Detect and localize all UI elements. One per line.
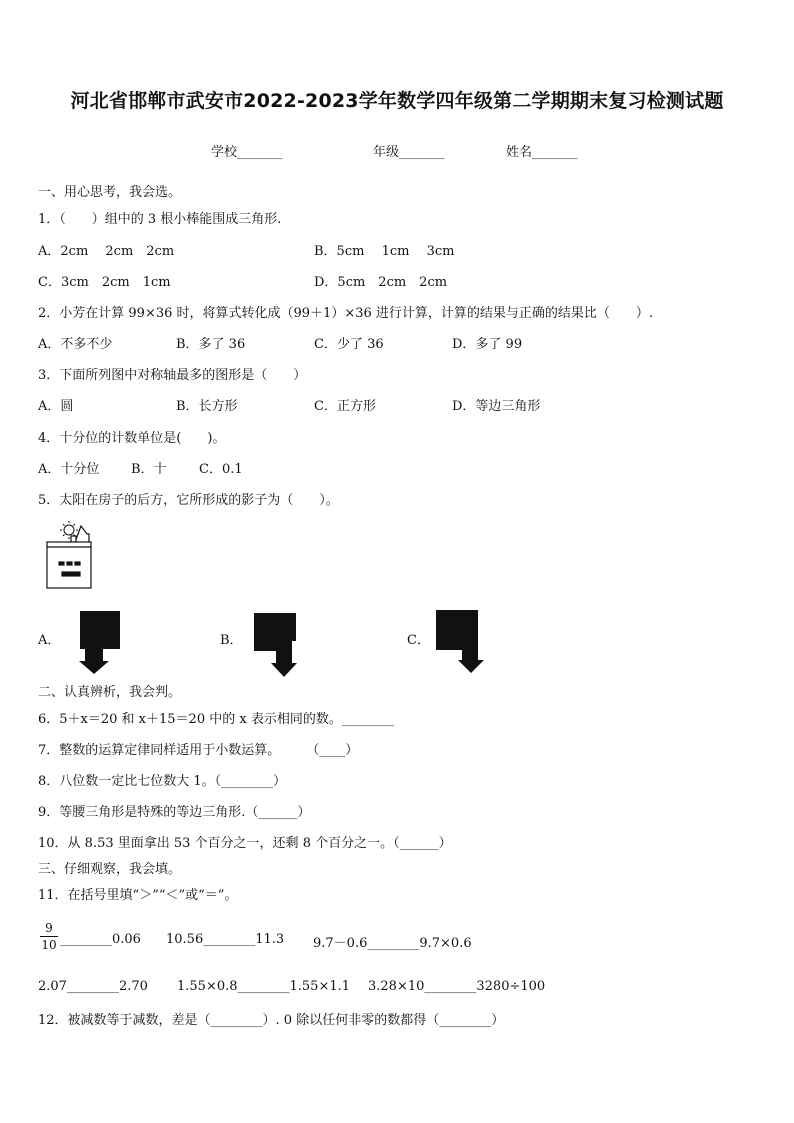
- section-3-heading: 三、仔细观察，我会填。: [38, 862, 182, 877]
- q2-option-c[interactable]: C．少了 36: [314, 337, 384, 352]
- q1-option-a[interactable]: A．2cm 2cm 2cm: [38, 244, 175, 259]
- q2-option-b[interactable]: B．多了 36: [176, 337, 246, 352]
- q11-compare-2a[interactable]: 2.07________2.70: [38, 979, 148, 994]
- question-11-stem: 11．在括号里填“＞”“＜”或“＝”。: [38, 888, 238, 903]
- name-field[interactable]: 姓名_______: [506, 145, 578, 160]
- question-2-stem: 2．小芳在计算 99×36 时，将算式转化成（99＋1）×36 进行计算，计算的结果与正确的结果比（ ）.: [38, 306, 654, 321]
- q4-option-c[interactable]: C．0.1: [199, 462, 243, 477]
- question-6[interactable]: 6．5＋x＝20 和 x＋15＝20 中的 x 表示相同的数。________: [38, 712, 394, 727]
- q4-option-b[interactable]: B．十: [131, 462, 167, 477]
- q3-option-a[interactable]: A．圆: [38, 399, 74, 414]
- section-1-heading: 一、用心思考，我会选。: [38, 185, 182, 200]
- fraction-nine-tenths: [40, 920, 58, 953]
- q11-compare-2c[interactable]: 3.28×10________3280÷100: [368, 979, 546, 994]
- q5-option-a[interactable]: A．: [38, 633, 61, 648]
- q1-option-b[interactable]: B．5cm 1cm 3cm: [314, 244, 455, 259]
- question-5-stem: 5．太阳在房子的后方，它所形成的影子为（ ）。: [38, 493, 339, 508]
- shadow-figure-a[interactable]: [76, 611, 122, 676]
- question-4-stem: 4．十分位的计数单位是( )。: [38, 431, 226, 446]
- q3-option-b[interactable]: B．长方形: [176, 399, 238, 414]
- q1-option-d[interactable]: D．5cm 2cm 2cm: [314, 275, 448, 290]
- shadow-figure-b[interactable]: [252, 613, 302, 679]
- shadow-figure-c[interactable]: [434, 610, 486, 676]
- q4-option-a[interactable]: A．十分位: [38, 462, 100, 477]
- q5-option-c[interactable]: C．: [407, 633, 430, 648]
- question-8[interactable]: 8．八位数一定比七位数大 1。（________）: [38, 774, 287, 789]
- q11-compare-1b[interactable]: 10.56________11.3: [166, 932, 285, 947]
- section-2-heading: 二、认真辨析，我会判。: [38, 685, 182, 700]
- q11-compare-1a[interactable]: ________0.06: [60, 932, 141, 947]
- question-9[interactable]: 9．等腰三角形是特殊的等边三角形.（______）: [38, 805, 311, 820]
- question-1-stem: 1．（ ）组中的 3 根小棒能围成三角形.: [38, 212, 282, 227]
- house-sun-figure: [45, 520, 105, 590]
- q3-option-d[interactable]: D．等边三角形: [452, 399, 541, 414]
- q3-option-c[interactable]: C．正方形: [314, 399, 376, 414]
- q2-option-a[interactable]: A．不多不少: [38, 337, 113, 352]
- fraction-denominator: 10: [41, 938, 57, 952]
- grade-field[interactable]: 年级_______: [373, 145, 445, 160]
- page-title: 河北省邯郸市武安市2022-2023学年数学四年级第二学期期末复习检测试题: [70, 90, 724, 112]
- fraction-numerator: 9: [45, 921, 53, 935]
- q11-compare-2b[interactable]: 1.55×0.8________1.55×1.1: [177, 979, 351, 994]
- q5-option-b[interactable]: B．: [220, 633, 243, 648]
- question-7[interactable]: 7．整数的运算定律同样适用于小数运算。 （____）: [38, 743, 359, 758]
- question-12[interactable]: 12．被减数等于减数，差是（________）. 0 除以任何非零的数都得（________）: [38, 1013, 505, 1028]
- school-field[interactable]: 学校_______: [211, 145, 283, 160]
- q11-compare-1c[interactable]: 9.7－0.6________9.7×0.6: [313, 936, 472, 951]
- question-10[interactable]: 10．从 8.53 里面拿出 53 个百分之一，还剩 8 个百分之一。（______）: [38, 836, 452, 851]
- q2-option-d[interactable]: D．多了 99: [452, 337, 523, 352]
- question-3-stem: 3．下面所列图中对称轴最多的图形是（ ）: [38, 368, 307, 383]
- q1-option-c[interactable]: C．3cm 2cm 1cm: [38, 275, 171, 290]
